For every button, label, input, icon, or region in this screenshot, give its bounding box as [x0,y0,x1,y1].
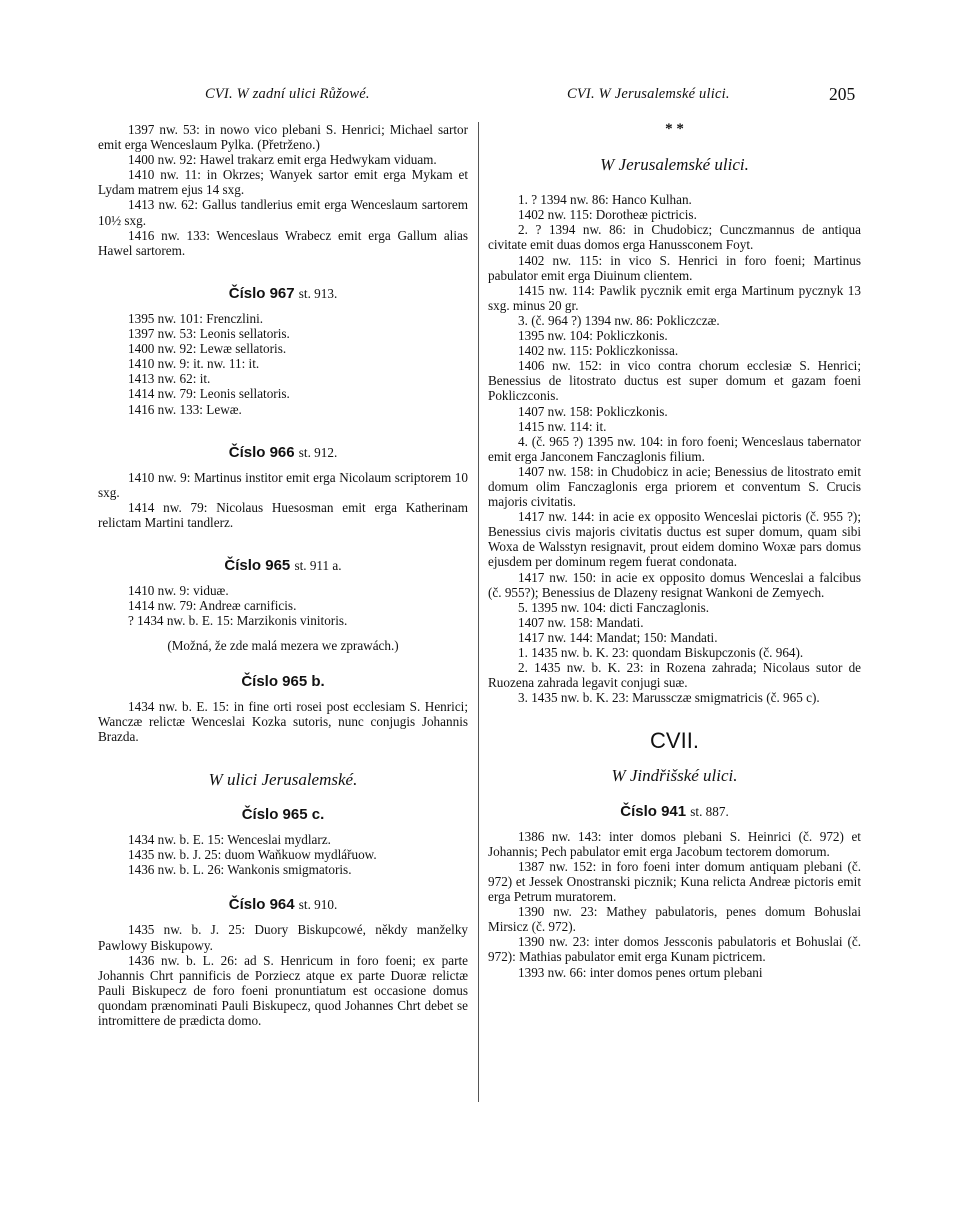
entry-reference: 1402 nw. 115: [518,207,593,223]
entry-reference: 1434 nw. b. E. 15: [128,832,225,848]
entry-reference: 1417 nw. 144: [518,629,593,645]
record-entry [488,570,861,600]
record-entry [98,832,468,847]
section-number: Číslo 964 [228,896,295,914]
record-entry [488,283,861,313]
entry-text: inter domos penes ortum plebani [586,964,763,980]
entry-reference: 1414 nw. 79: [128,598,197,614]
entry-text: it. [592,418,607,434]
entry-text: Wankonis smigmatoris. [224,862,352,878]
record-entry [98,311,468,326]
right-column [488,122,861,980]
entry-reference: 1435 nw. b. J. 25: [128,922,246,938]
entry-text: Dorotheæ pictricis. [592,207,697,223]
section-heading-964 [98,897,468,912]
entry-reference: 5. 1395 nw. 104: [518,599,607,615]
section-st: st. 913. [298,285,338,301]
record-entry [98,598,468,613]
entry-reference: 1410 nw. 9: [128,583,190,599]
entry-text: Pokliczkonissa. [592,343,679,359]
entry-reference: 1397 nw. 53: [128,326,197,342]
record-entry [488,207,861,222]
entry-reference: 1395 nw. 104: [518,328,593,344]
record-entry [488,615,861,630]
record-entry [98,341,468,356]
record-entry [98,500,468,530]
entry-text: Andreæ carnificis. [196,598,297,614]
street-heading: W ulici Jerusalemské. [208,769,358,789]
record-entry [98,402,468,417]
running-head-left: CVI. W zadní ulici Růžowé. [205,86,370,102]
record-entry [98,862,468,877]
entry-text: inter domos plebani S. Heinrici (č. 972) et Johannis; Pech pabulator emit erga Jacobum tectorem domorum. [488,828,861,859]
entry-reference: 3. (č. 964 ?) 1394 nw. 86: [518,312,654,328]
entry-text: in acie ex opposito Wenceslai pictoris (č. 955 ?); Benessius civis majoris civitatis ductus est super domum, quam sibi Woxa de Walsstyn resignavit, prout eidem domino Woxæ pars domus ejusdem per dominum regem fuerat condonata. [488,509,861,570]
record-entry [488,904,861,934]
section-number: Číslo 965 [224,557,291,575]
record-entry [488,434,861,464]
record-entry [488,509,861,569]
record-entry [488,630,861,645]
entry-reference: 1390 nw. 23: [518,904,598,920]
entry-reference: 1410 nw. 11: [128,167,201,183]
record-entry [488,419,861,434]
entry-text: Mathey pabulatoris, penes domum Bohuslai Mirsicz (č. 972). [488,904,861,935]
record-entry [98,953,468,1028]
record-entry [98,371,468,386]
entry-text: Duory Biskupcowé, někdy manželky Pawlowy Biskupowy. [98,922,469,953]
entry-reference: 1390 nw. 23: [518,934,590,950]
editorial-note: (Možná, že zde malá mezera we zprawách.) [167,638,399,654]
record-entry [488,600,861,615]
entry-text: in nowo vico plebani S. Henrici; Michael sartor emit erga Wenceslaum Pylka. (Přetrženo.) [98,122,468,153]
section-st: st. 912. [298,444,338,460]
record-entry [488,404,861,419]
entries-965c [98,832,468,877]
record-entry [488,222,861,252]
entry-reference: 1393 nw. 66: [518,964,587,980]
entry-reference: 1. ? 1394 nw. 86: [518,192,609,208]
record-entry [488,328,861,343]
entry-text: in vico contra chorum ecclesiæ S. Henrici; Benessius de litostrato ductus est super domum et gazam foeni Pokliczconis. [488,358,861,404]
entry-text: Frenczlini. [202,310,264,326]
entry-text: Hanco Kulhan. [608,192,692,208]
chapter-street-heading: W Jindřišské ulici. [611,766,738,786]
entry-reference: 1400 nw. 92: [128,152,197,168]
section-number: Číslo 941 [620,802,687,820]
section-number: Číslo 966 [228,443,295,461]
entry-text: it. nw. 11: it. [189,356,260,372]
section-heading-941 [488,804,861,819]
record-entry [98,386,468,401]
section-number: Číslo 967 [228,284,295,302]
entry-reference: 1386 nw. 143: [518,828,602,844]
record-entry [98,356,468,371]
entries-941 [488,829,861,980]
entry-text: Leonis sellatoris. [196,326,290,342]
entry-reference: 1415 nw. 114: [518,418,593,434]
entry-text: dicti Fanczaglonis. [606,599,710,615]
entry-reference: 1435 nw. b. J. 25: [128,847,222,863]
entry-reference: 1415 nw. 114: [518,282,595,298]
record-entry [98,228,468,258]
entry-reference: 3. 1435 nw. b. K. 23: [518,690,629,706]
entry-text: in foro foeni; Wenceslaus tabernator emit erga Janconem Fanczaglonis filium. [488,433,861,464]
intro-entries [98,122,468,258]
section-heading-967 [98,286,468,301]
section-heading-965a [98,558,468,573]
entry-text: Mandati. [592,614,644,630]
record-entry [488,343,861,358]
entry-text: Lewæ. [202,401,242,417]
page-number: 205 [829,84,856,104]
street-heading: W Jerusalemské ulici. [600,155,749,175]
entry-reference: 1416 nw. 133: [128,227,210,243]
entry-reference: 1. 1435 nw. b. K. 23: [518,645,629,660]
entry-text: Gallus tandlerius emit erga Wenceslaum sartorem 10½ sxg. [98,197,468,228]
entry-text: ad S. Henricum in foro foeni; ex parte Johannis Chrt pannificis de Porziecz atque ex parte Duoræ relictæ Pauli Biskupecz de foro foeni pronuntiatum est occasione domus quondam prænominati Pauli Biskupecz, quod Johannes Chrt debet se intromittere de prædicta domo. [98,952,468,1029]
entry-reference: 1436 nw. b. L. 26: [128,862,225,878]
entry-text: Marussczæ smigmatricis (č. 965 c). [628,690,820,706]
record-entry [488,934,861,964]
section-st: st. 911 a. [294,558,342,574]
record-entry [98,699,468,744]
record-entry [98,470,468,500]
left-column [98,122,468,1028]
entry-text: Pokliczkonis. [592,403,668,419]
entry-text: in acie ex opposito domus Wenceslai a falcibus (č. 955?); Benessius de Dlazeny resignat Wankoni de Zemyech. [488,569,861,600]
entry-text: in foro foeni inter domum antiquam plebani (č. 972) et Jessek Onostranski picznik; Kuna relicta Andreæ pictoris emit erga Petrum muratorem. [488,858,861,905]
entry-reference: ? 1434 nw. b. E. 15: [128,613,234,629]
entries-964 [98,922,468,1028]
record-entry [488,192,861,207]
entry-reference: 1410 nw. 9: [128,356,190,372]
record-entry [98,847,468,862]
section-st: st. 887. [690,803,729,819]
record-entry [98,152,468,167]
entry-text: in Chudobicz in acie; Benessius de litostrato emit domum olim Fanczaglonis erga priorem et conventum S. Crucis majoris civitatis. [488,463,861,510]
entry-reference: 2. ? 1394 nw. 86: [518,222,626,238]
entry-text: in Chudobicz; Cunczmannus de antiqua civitate emit duas domos erga Hanussconem Foyt. [488,222,861,253]
entry-text: viduæ. [189,583,229,599]
section-heading-965b: Číslo 965 b. [241,672,325,690]
entries-966 [98,470,468,530]
entry-reference: 1402 nw. 115: [518,252,603,268]
running-head-right: CVI. W Jerusalemské ulici. [567,86,730,102]
column-divider [478,122,479,1102]
entry-text: Nicolaus Huesosman emit erga Katherinam relictam Martini tandlerz. [98,499,468,530]
entry-reference: 1407 nw. 158: [518,403,593,419]
entries-965a [98,583,468,628]
entry-reference: 1414 nw. 79: [128,499,208,515]
entry-text: Hawel trakarz emit erga Hedwykam viduam. [196,152,437,168]
jerusalem-entries [488,192,861,705]
entry-reference: 1414 nw. 79: [128,386,197,402]
record-entry [98,167,468,197]
record-entry [488,965,861,980]
entry-reference: 1397 nw. 53: [128,122,200,137]
entry-text: Pokliczczæ. [653,312,720,328]
record-entry [488,829,861,859]
record-entry [488,358,861,403]
entry-reference: 1434 nw. b. E. 15: [128,698,230,714]
entry-reference: 1417 nw. 144: [518,509,595,525]
entries-965b [98,699,468,744]
entry-text: Pawlik pycznik emit erga Martinum pycznyk 13 sxg. minus 20 gr. [488,282,861,313]
entry-reference: 1410 nw. 9: [128,469,191,485]
entry-text: Pokliczkonis. [592,328,668,344]
entry-text: in Rozena zahrada; Nicolaus sutor de Ruozena zahrada legavit conjugi suæ. [488,660,862,691]
section-stars: * * [665,121,684,137]
record-entry [488,660,861,690]
record-entry [98,122,468,152]
record-entry [488,859,861,904]
entry-reference: 1406 nw. 152: [518,358,602,374]
entry-reference: 1387 nw. 152: [518,858,597,874]
entry-reference: 1417 nw. 150: [518,569,597,585]
entry-text: Martinus institor emit erga Nicolaum scriptorem 10 sxg. [98,469,468,500]
entry-text: Leonis sellatoris. [196,386,290,402]
section-heading-966 [98,445,468,460]
entry-text: in fine orti rosei post ecclesiam S. Henrici; Wanczæ relictæ Wenceslai Kozka sutoris, nunc conjugis Johannis Brazda. [98,698,469,744]
entry-reference: 2. 1435 nw. b. K. 23: [518,660,644,676]
entry-text: Lewæ sellatoris. [196,341,287,357]
entry-text: Wenceslai mydlarz. [224,832,331,848]
record-entry [488,690,861,705]
entries-967 [98,311,468,417]
entry-text: in Okrzes; Wanyek sartor emit erga Mykam et Lydam matrem ejus 14 sxg. [98,167,468,198]
entry-reference: 1436 nw. b. L. 26: [128,952,238,968]
record-entry [488,313,861,328]
entry-text: it. [196,371,211,387]
entry-reference: 1407 nw. 158: [518,614,593,630]
record-entry [98,922,468,952]
record-entry [488,645,861,660]
record-entry [98,326,468,341]
entry-reference: 1402 nw. 115: [518,343,593,359]
entry-reference: 1400 nw. 92: [128,341,197,357]
entry-reference: 4. (č. 965 ?) 1395 nw. 104: [518,433,664,449]
entry-text: quondam Biskupczonis (č. 964). [628,645,804,660]
record-entry [488,464,861,509]
section-st: st. 910. [298,897,338,913]
entry-text: Wenceslaus Wrabecz emit erga Gallum alias Hawel sartorem. [98,227,468,258]
entry-text: in vico S. Henrici in foro foeni; Martinus pabulator emit erga Diuinum clientem. [488,252,862,283]
section-heading-965c: Číslo 965 c. [241,806,325,823]
record-entry [488,253,861,283]
entry-text: inter domos Jessconis pabulatoris et Bohuslai (č. 972): Mathias pabulator emit erga Kunam pictricem. [488,934,861,965]
entry-text: Marzikonis vinitoris. [233,613,348,629]
entry-reference: 1407 nw. 158: [518,463,594,479]
entry-reference: 1395 nw. 101: [128,310,203,326]
record-entry [98,583,468,598]
entry-reference: 1413 nw. 62: [128,371,197,387]
entry-reference: 1416 nw. 133: [128,401,203,417]
record-entry [98,197,468,227]
chapter-number: CVII. [650,728,699,754]
entry-reference: 1413 nw. 62: [128,197,199,213]
entry-text: duom Waňkuow mydlářuow. [221,847,377,863]
record-entry [98,613,468,628]
entry-text: Mandat; 150: Mandati. [592,629,718,645]
